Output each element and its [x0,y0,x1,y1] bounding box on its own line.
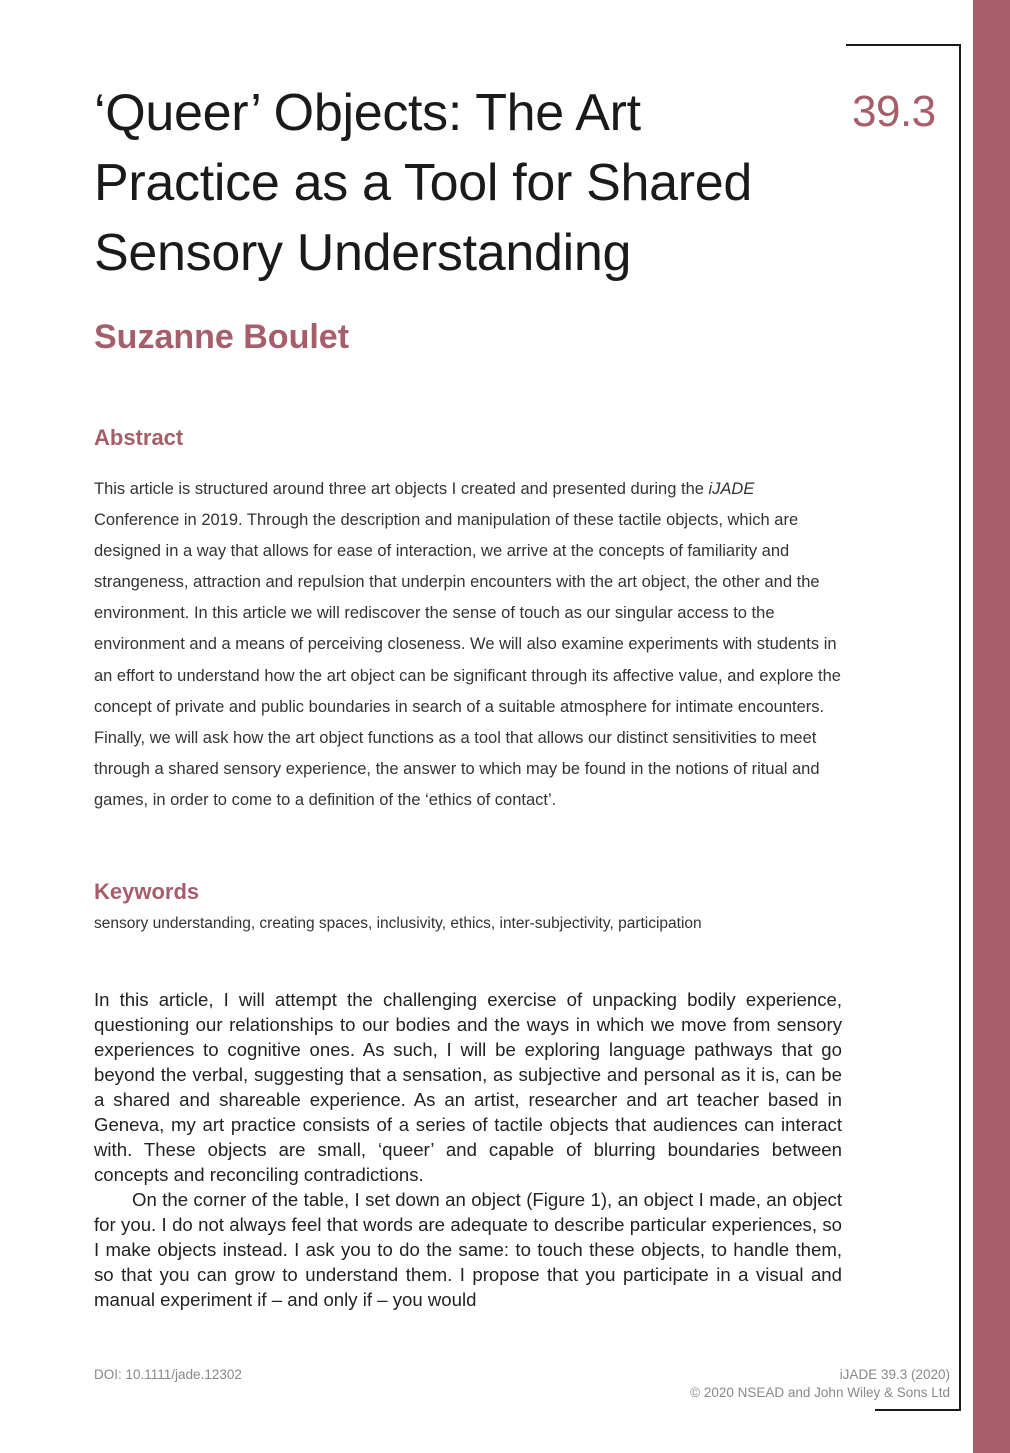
frame-line-bottom [875,1409,961,1411]
copyright-notice: © 2020 NSEAD and John Wiley & Sons Ltd [690,1385,950,1400]
body-paragraph: In this article, I will attempt the challenging exercise of unpacking bodily experience, questioning our relationships to our bodies and the ways in which we move from sensory experiences to cognitive ones. As such, I will be exploring language pathways that go beyond the verbal, suggesting that a sensation, as subjective and personal as it is, can be a shared and shareable experience. As an artist, researcher and art teacher based in Geneva, my art practice consists of a series of tactile objects that audiences can interact with. These objects are small, ‘queer’ and capable of blurring boundaries between concepts and reconciling contradictions. [94,989,842,1185]
abstract-text-part-1: This article is structured around three art objects I created and presented during the [94,480,709,498]
article-title: ‘Queer’ Objects: The Art Practice as a Tool for Shared Sensory Understanding [94,84,753,282]
abstract-heading: Abstract [94,425,184,450]
keywords-list: sensory understanding, creating spaces, inclusivity, ethics, inter-subjectivity, participation [94,915,702,932]
journal-issue: iJADE 39.3 (2020) [839,1367,950,1382]
abstract-text [94,474,844,816]
frame-line-right [959,44,961,1411]
doi-link[interactable]: DOI: 10.1111/jade.12302 [94,1367,242,1382]
body-paragraph: On the corner of the table, I set down an object (Figure 1), an object I made, an object for you. I do not always feel that words are adequate to describe particular experiences, so I make objects instead. I ask you to do the same: to touch these objects, to handle them, so that you can grow to understand them. I propose that you participate in a visual and manual experiment if – and only if – you would [94,1189,842,1310]
article-body [94,987,842,1312]
author-name: Suzanne Boulet [94,318,350,356]
issue-number: 39.3 [852,87,936,136]
keywords-heading: Keywords [94,879,200,904]
frame-line-top [846,44,961,46]
abstract-journal-name: iJADE [708,480,755,498]
side-color-bar [973,0,1010,1453]
journal-info [690,1366,950,1402]
abstract-text-part-2: Conference in 2019. Through the description and manipulation of these tactile objects, which are designed in a way that allows for ease of interaction, we arrive at the concepts of familiarity and strangeness, attraction and repulsion that underpin encounters with the art object, the other and the environment. In this article we will rediscover the sense of touch as our singular access to the environment and a means of perceiving closeness. We will also examine experiments with students in an effort to understand how the art object can be significant through its affective value, and explore the concept of private and public boundaries in search of a suitable atmosphere for intimate encounters. Finally, we will ask how the art object functions as a tool that allows our distinct sensitivities to meet through a shared sensory experience, the answer to which may be found in the notions of ritual and games, in order to come to a definition of the ‘ethics of contact’. [94,511,841,809]
